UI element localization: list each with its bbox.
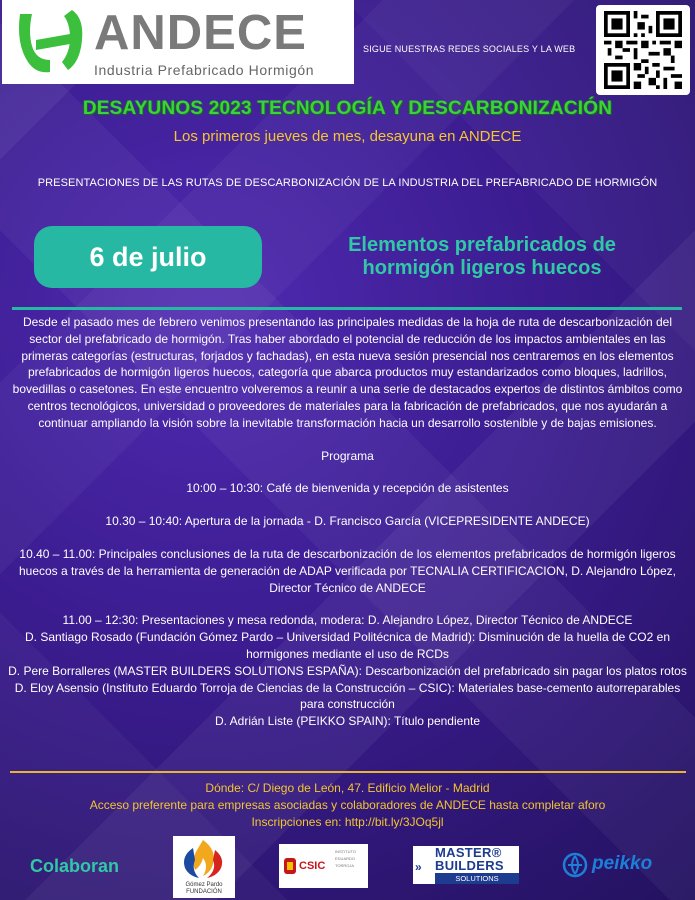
program-item: 10.30 – 10:40: Apertura de la jornada - D. Francisco García (VICEPRESIDENTE ANDECE): [105, 514, 590, 529]
event-info: [0, 780, 695, 831]
master-line3: SOLUTIONS: [435, 873, 519, 884]
flame-icon: [173, 836, 235, 882]
peikko-globe-icon: [562, 852, 588, 878]
collaborators-label: Colaboran: [30, 856, 120, 876]
program-item: 10.40 – 11.00: Principales conclusiones de la ruta de descarbonización de los elementos prefabricados de hormigón ligeros huecos a través de la herramienta de generación de ADAP verificada por TECNALIA CERTIFICACION, D. Alejandro López, Director Técnico de ANDECE: [18, 546, 676, 595]
panel-item: D. Pere Borralleres (MASTER BUILDERS SOLUTIONS ESPAÑA): Descarbonización del prefabricado sin pagar los platos rotos: [8, 663, 687, 678]
logo-subtitle: Industria Prefabricado Hormigón: [94, 62, 315, 78]
program-item: 10:00 – 10:30: Café de bienvenida y recepción de asistentes: [186, 481, 509, 496]
divider: [12, 307, 682, 310]
logo-name: ANDECE: [94, 6, 307, 60]
qr-code[interactable]: [596, 5, 690, 95]
routes-heading: PRESENTACIONES DE LAS RUTAS DE DESCARBONIZACIÓN DE LA INDUSTRIA DEL PREFABRICADO DE HORMIGÓN: [37, 177, 658, 189]
peikko-label: peikko: [592, 853, 653, 874]
divider: [10, 771, 686, 773]
andece-logo-icon: [10, 4, 92, 80]
arrows-icon: »: [415, 860, 422, 874]
gomez-pardo-logo[interactable]: [173, 836, 235, 898]
master-builders-logo[interactable]: [413, 846, 519, 884]
peikko-logo[interactable]: [560, 847, 688, 883]
gomez-pardo-sub: FUNDACIÓN: [186, 889, 222, 895]
page-subtitle: Los primeros jueves de mes, desayuna en ANDECE: [173, 128, 522, 145]
gomez-pardo-name: Gómez Pardo: [185, 882, 223, 888]
social-follow-text: SIGUE NUESTRAS REDES SOCIALES Y LA WEB: [363, 44, 576, 54]
panel-item: D. Adrián Liste (PEIKKO SPAIN): Título pendiente: [214, 714, 481, 729]
qr-code-icon: [604, 11, 682, 89]
location-text: Dónde: C/ Diego de León, 47. Edificio Melior - Madrid: [205, 781, 490, 795]
page-title: DESAYUNOS 2023 TECNOLOGÍA Y DESCARBONIZACIÓN: [82, 98, 613, 119]
event-title: [318, 234, 646, 280]
event-content: [8, 314, 687, 730]
event-description: Desde el pasado mes de febrero venimos presentando las principales medidas de la hoja de ruta de descarbonización del sector del prefabricado de hormigón. Tras haber abordado el potencial de reducción de los impactos ambientales en las primeras categorías (estructuras, forjados y fachadas), en esta nueva sesión presencial nos centraremos en los elementos prefabricados de hormigón ligeros huecos, categoría que abarca productos muy estandarizados como bloques, ladrillos, bovedillas o casetones. En este encuentro volveremos a reunir a una serie de destacados expertos de distintos ámbitos como centros tecnológicos, universidad o proveedores de materiales para la fabricación de prefabricados, que nos ayudarán a continuar ampliando la visión sobre la inevitable transformación hacia un desarrollo sostenible y de bajas emisiones.: [12, 315, 683, 430]
csic-label: CSIC: [299, 860, 326, 872]
panel-item: 11.00 – 12:30: Presentaciones y mesa redonda, modera: D. Alejandro López, Director Técnico de ANDECE: [62, 613, 633, 628]
panel-item: D. Eloy Asensio (Instituto Eduardo Torroja de Ciencias de la Construcción – CSIC): Materiales base-cemento autorreparables para construcción: [14, 680, 681, 712]
master-line2: BUILDERS: [435, 858, 504, 873]
registration-link[interactable]: Inscripciones en: http://bit.ly/3JOq5jl: [251, 815, 444, 829]
event-title-line2: hormigón ligeros huecos: [362, 257, 602, 279]
event-title-line1: Elementos prefabricados de: [348, 234, 616, 256]
andece-logo: [2, 0, 354, 84]
program-heading: Programa: [321, 448, 374, 463]
panel-item: D. Santiago Rosado (Fundación Gómez Pardo – Universidad Politécnica de Madrid): Disminución de la huella de CO2 en hormigones mediante el uso de RCDs: [24, 630, 670, 661]
master-line1: MASTER®: [435, 845, 502, 860]
event-date-badge: 6 de julio: [34, 226, 262, 288]
torroja-label: INSTITUTO EDUARDO TORROJA: [335, 849, 357, 868]
access-text: Acceso preferente para empresas asociadas y colaboradores de ANDECE hasta completar aforo: [89, 798, 606, 812]
csic-logo[interactable]: [279, 844, 368, 888]
spain-crest-icon: [282, 856, 298, 876]
gomez-pardo-label: [173, 882, 235, 896]
